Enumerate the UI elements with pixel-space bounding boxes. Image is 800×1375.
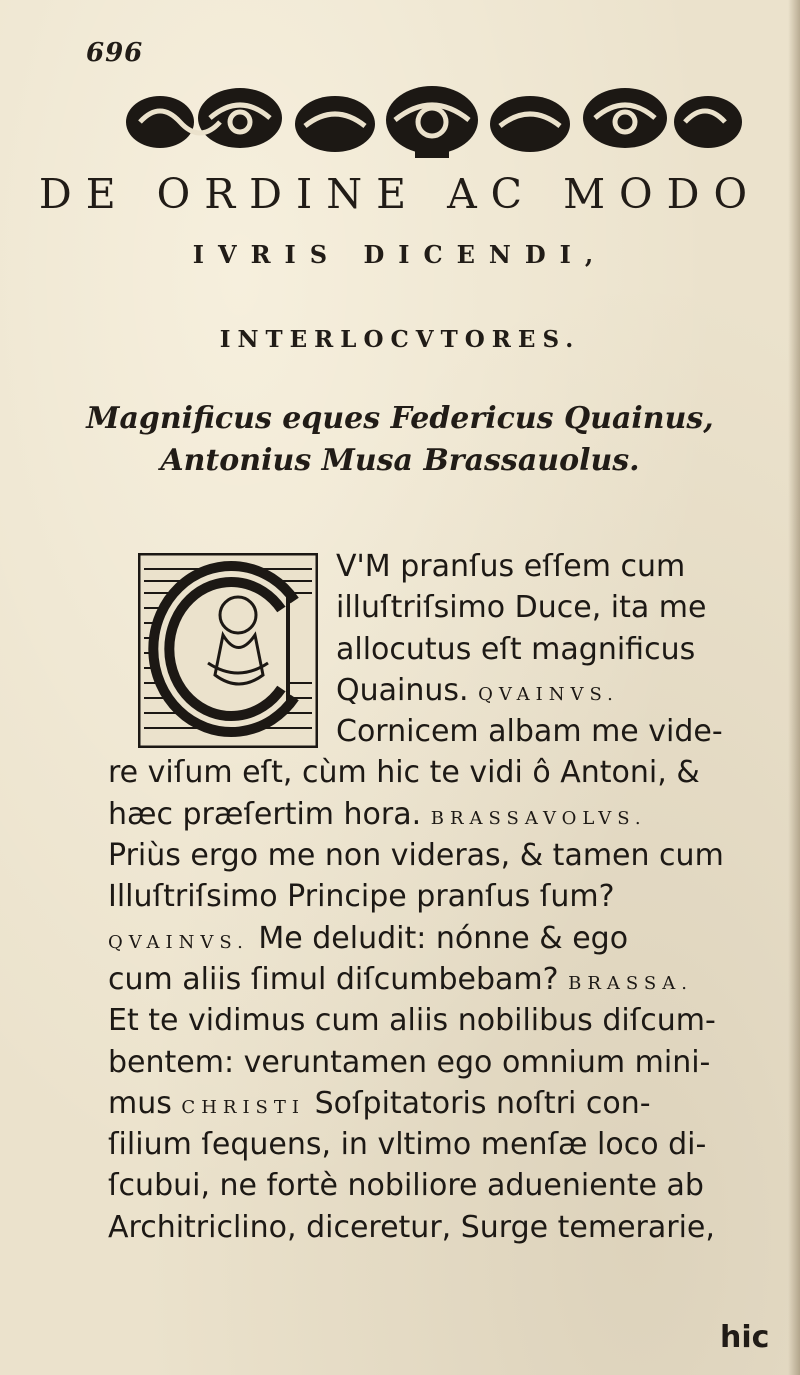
text-line: re viſum eſt, cùm hic te vidi ô Antoni, & (108, 755, 700, 791)
speaker-2: Antonius Musa Brassauolus. (160, 443, 640, 478)
text-line: bentem: veruntamen ego omnium mini- (108, 1044, 711, 1080)
text-line: illuſtriſsimo Duce, ita me (336, 590, 707, 626)
text-line: allocutus eſt magnificus (336, 631, 696, 667)
speakers-list (0, 398, 800, 482)
body-text (108, 546, 768, 1248)
text-line: Et te vidimus cum aliis nobilibus diſcum- (108, 1003, 716, 1039)
text-line: ſilium ſequens, in vltimo menſæ loco di- (108, 1127, 707, 1163)
text-line: mus CHRISTI Soſpitatoris noſtri con- (108, 1085, 651, 1121)
name-christi: CHRISTI (181, 1096, 306, 1118)
text-line: Illuſtriſsimo Principe pranſus ſum? (108, 879, 615, 915)
page-number: 696 (86, 38, 144, 68)
text-line: QVAINVS. Me deludit: nónne & ego (108, 920, 629, 956)
headpiece-ornament (120, 82, 745, 160)
text-line: ſcubui, ne fortè nobiliore adueniente ab (108, 1168, 704, 1204)
interlocutors-heading: INTERLOCVTORES. (219, 326, 581, 353)
text-line: cum aliis ſimul diſcumbebam? BRASSA. (108, 961, 693, 997)
speaker-1: Magnificus eques Federicus Quainus, (86, 401, 714, 436)
text-line: Cornicem albam me vide- (336, 714, 723, 750)
title-sub: IVRIS DICENDI, (192, 240, 608, 269)
catchword: hic (720, 1320, 770, 1355)
speaker-mark: QVAINVS. (108, 931, 249, 953)
speaker-mark: QVAINVS. (478, 683, 619, 705)
speaker-mark: BRASSAVOLVS. (430, 807, 647, 829)
speaker-mark: BRASSA. (568, 972, 693, 994)
title-main: DE ORDINE AC MODO (38, 170, 762, 218)
text-line: Architriclino, diceretur, Surge temerarie, (108, 1209, 715, 1245)
text-line: Priùs ergo me non videras, & tamen cum (108, 838, 724, 874)
text-line: Quainus. QVAINVS. (336, 672, 619, 708)
text-line: hæc præſertim hora. BRASSAVOLVS. (108, 796, 647, 832)
text-line: V'M pranſus eſſem cum (336, 549, 686, 584)
